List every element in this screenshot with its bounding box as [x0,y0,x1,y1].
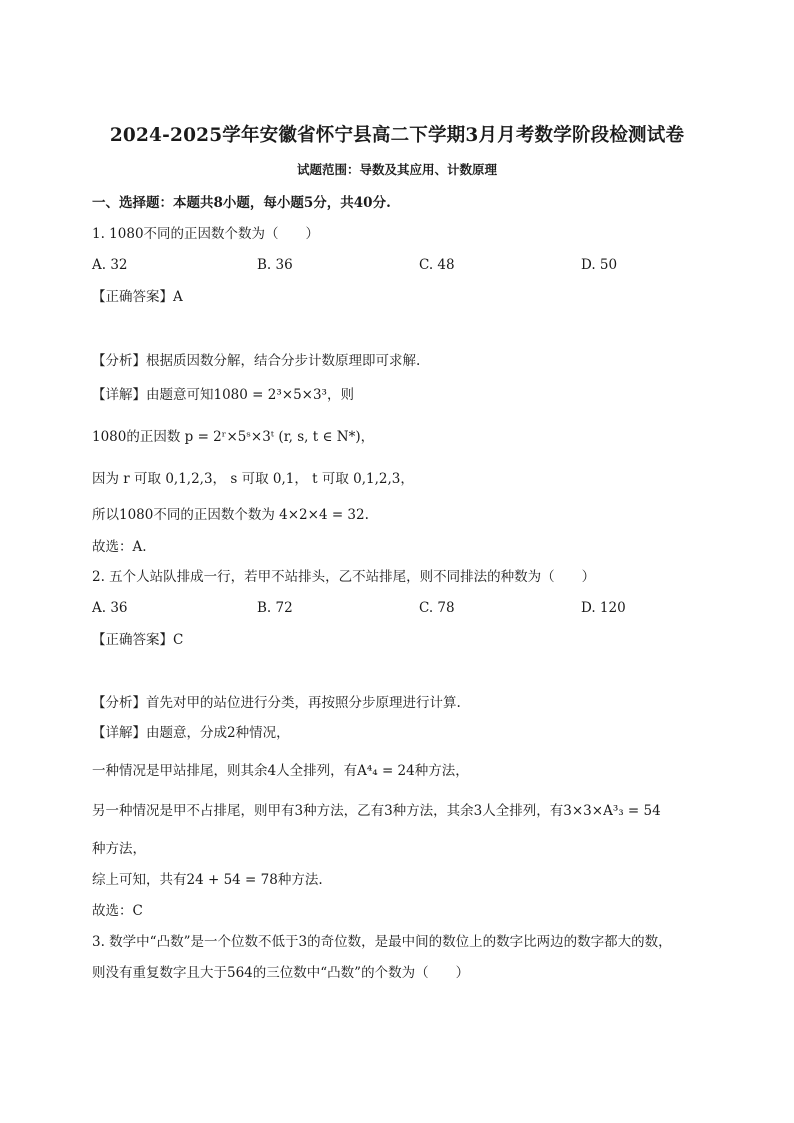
q1-answer: 【正确答案】A [92,289,183,305]
q2-analysis: 【分析】首先对甲的站位进行分类，再按照分步原理进行计算. [92,695,461,711]
q2-detail-1: 【详解】由题意，分成2种情况， [92,725,290,741]
exam-subtitle: 试题范围：导数及其应用、计数原理 [296,162,497,177]
exam-title: 2024-2025学年安徽省怀宁县高二下学期3月月考数学阶段检测试卷 [109,125,685,146]
q1-detail-1: 【详解】由题意可知1080 = 2³×5×3³，则 [92,387,354,403]
q2-option-b: B. 72 [257,600,293,616]
q2-option-d: D. 120 [581,600,626,616]
q3-stem-2: 则没有重复数字且大于564的三位数中“凸数”的个数为（ ） [92,965,470,981]
q1-option-b: B. 36 [257,257,293,273]
section-heading: 一、选择题：本题共8小题，每小题5分，共40分. [92,195,391,211]
q2-stem: 2. 五个人站队排成一行，若甲不站排头，乙不站排尾，则不同排法的种数为（ ） [92,569,596,585]
q2-detail-5: 综上可知，共有24 + 54 = 78种方法. [92,872,323,888]
q2-detail-3: 另一种情况是甲不占排尾，则甲有3种方法，乙有3种方法，其余3人全排列，有3×3×A³₃ = 54 [92,803,661,819]
q1-detail-3: 因为 r 可取 0,1,2,3， s 可取 0,1， t 可取 0,1,2,3， [92,471,414,487]
q2-option-a: A. 36 [92,600,128,616]
q1-option-c: C. 48 [419,257,455,273]
q3-stem-1: 3. 数学中“凸数”是一个位数不低于3的奇位数，是最中间的数位上的数字比两边的数字都大的数， [92,934,672,950]
q1-choose: 故选：A. [92,539,147,555]
q1-stem: 1. 1080不同的正因数个数为（ ） [92,226,320,242]
q1-detail-2: 1080的正因数 p = 2ʳ×5ˢ×3ᵗ (r, s, t ∈ N*)， [92,429,375,445]
q1-analysis: 【分析】根据质因数分解，结合分步计数原理即可求解. [92,353,421,369]
q1-option-a: A. 32 [92,257,128,273]
q1-detail-4: 所以1080不同的正因数个数为 4×2×4 = 32. [92,507,369,523]
q2-option-c: C. 78 [419,600,455,616]
q2-detail-4: 种方法， [92,841,146,857]
q2-answer: 【正确答案】C [92,632,184,648]
q2-detail-2: 一种情况是甲站排尾，则其余4人全排列，有A⁴₄ = 24种方法， [92,763,469,779]
q2-choose: 故选：C [92,903,143,919]
q1-option-d: D. 50 [581,257,618,273]
